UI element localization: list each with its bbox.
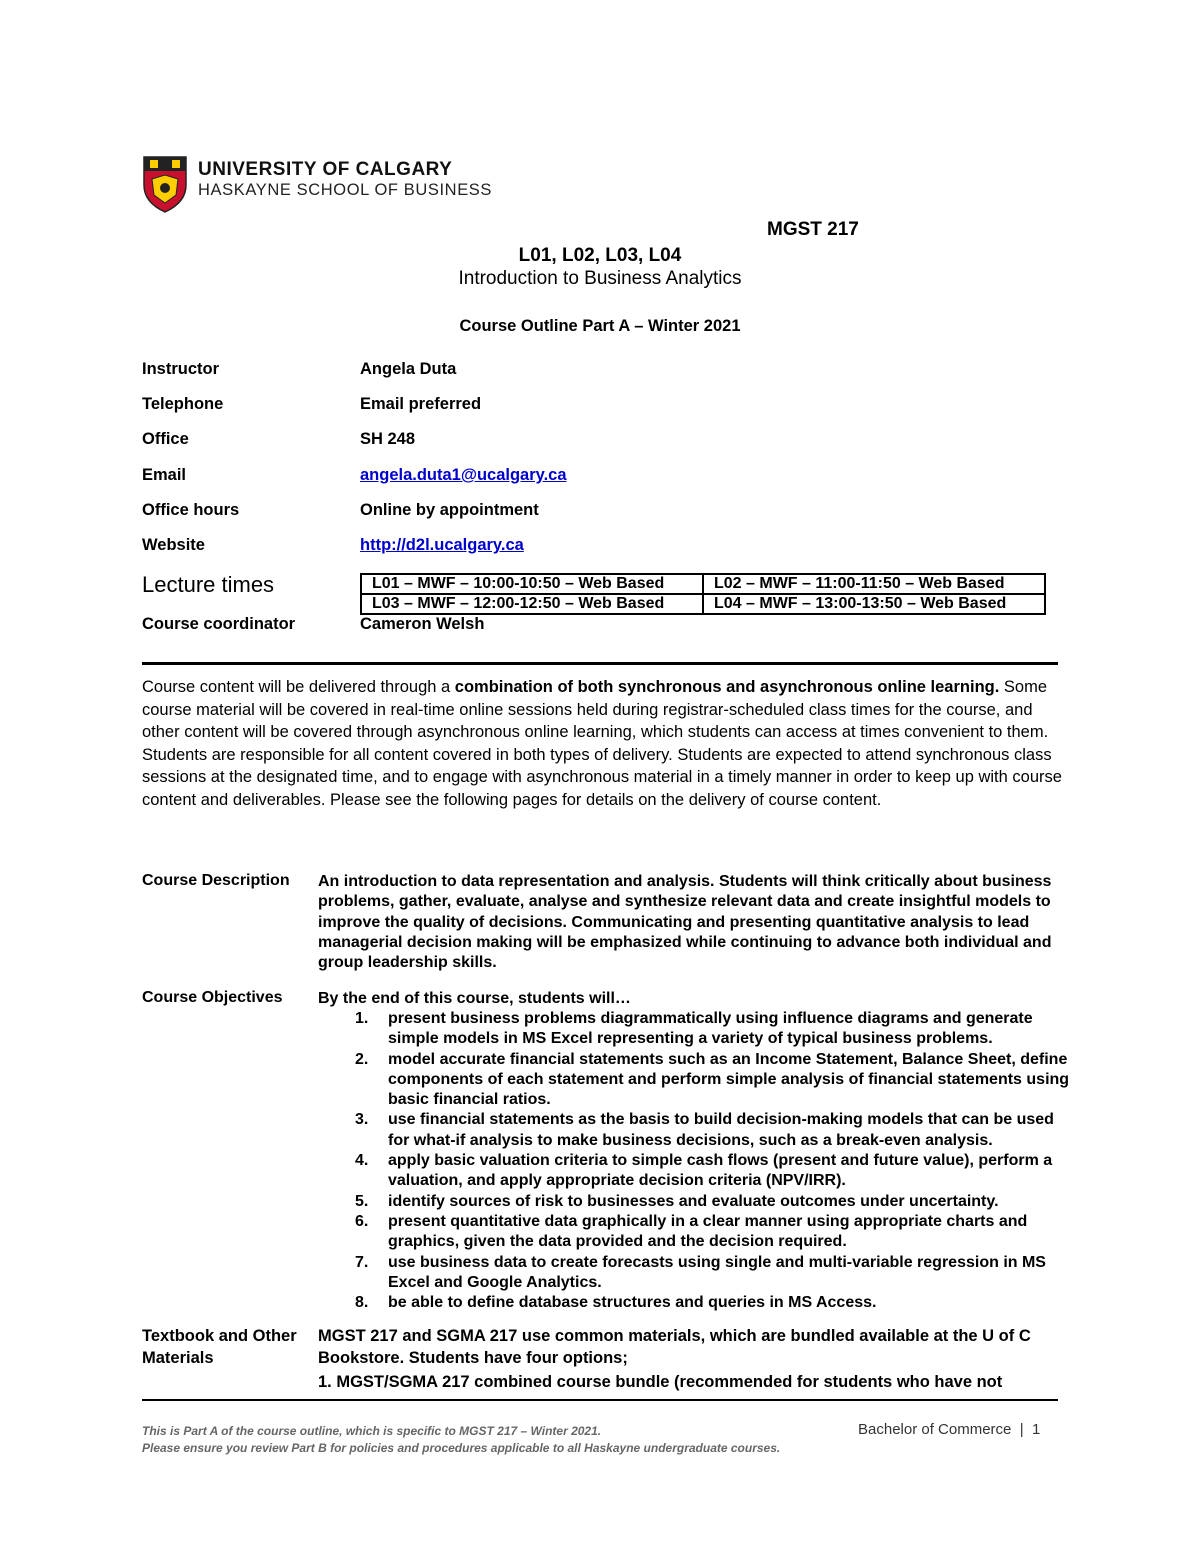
objectives-list [318, 1009, 1078, 1313]
list-text: present quantitative data graphically in a clear manner using appropriate charts and graphics, given the data provided and the decision required. [388, 1212, 1028, 1251]
course-title: Introduction to Business Analytics [458, 268, 742, 289]
telephone-value: Email preferred [360, 395, 482, 413]
delivery-emphasis: combination of both synchronous and asynchronous online learning. [454, 678, 1000, 696]
list-item [318, 1151, 1078, 1192]
list-number: 3. [355, 1111, 369, 1129]
list-number: 4. [355, 1152, 369, 1170]
course-objectives-intro: By the end of this course, students will… [318, 990, 631, 1007]
list-text: be able to define database structures and queries in MS Access. [388, 1294, 877, 1312]
list-text: apply basic valuation criteria to simple cash flows (present and future value), perform a valuation, and apply appropriate decision criteria (NPV/IRR). [388, 1152, 1053, 1190]
section-divider [142, 662, 1058, 665]
instructor-value: Angela Duta [360, 360, 457, 378]
textbook-label: Textbook and Other Materials [142, 1327, 297, 1367]
office-hours-value: Online by appointment [360, 501, 539, 519]
office-hours-label: Office hours [142, 501, 240, 519]
telephone-label: Telephone [142, 395, 224, 413]
delivery-body: Some course material will be covered in real-time online sessions held during registrar-scheduled class times for the course, and other content will be covered through asynchronous online learning, which students can access at times convenient to them. Students are responsible for all content covered in both types of delivery. Students are expected to attend synchronous class sessions at the designated time, and to engage with asynchronous material in a timely manner in order to keep up with course content and deliverables. Please see the following pages for details on the delivery of course content. [142, 678, 1062, 809]
list-item [318, 1009, 1078, 1050]
list-number: 2. [355, 1050, 369, 1068]
office-value: SH 248 [360, 430, 416, 448]
office-label: Office [142, 430, 189, 448]
delivery-intro: Course content will be delivered through a [142, 678, 455, 696]
footer-page-info: Bachelor of Commerce | 1 [858, 1421, 1041, 1438]
instructor-label: Instructor [142, 360, 220, 378]
delivery-paragraph [142, 676, 1062, 811]
page-number: 1 [1031, 1421, 1041, 1438]
list-number: 5. [355, 1192, 369, 1210]
list-text: use business data to create forecasts using single and multi-variable regression in MS Excel and Google Analytics. [388, 1253, 1046, 1291]
list-text: use financial statements as the basis to build decision-making models that can be used for what-if analysis to make business decisions, such as a break-even analysis. [388, 1111, 1054, 1149]
website-label: Website [142, 536, 205, 554]
list-item [318, 1212, 1078, 1253]
lecture-times-label: Lecture times [142, 572, 275, 597]
list-number: 8. [355, 1294, 369, 1312]
program-name: Bachelor of Commerce [858, 1421, 1012, 1438]
list-number: 7. [355, 1253, 369, 1271]
footer-note-part-a: This is Part A of the course outline, which is specific to MGST 217 – Winter 2021. [142, 1424, 602, 1438]
list-item [318, 1293, 1078, 1313]
lecture-slot: L02 – MWF – 11:00-11:50 – Web Based [703, 574, 1045, 594]
outline-title: Course Outline Part A – Winter 2021 [459, 317, 741, 335]
textbook-text: MGST 217 and SGMA 217 use common materials, which are bundled available at the U of C Bookstore. Students have four options; [318, 1327, 1031, 1367]
list-item [318, 1192, 1078, 1212]
coordinator-value: Cameron Welsh [360, 615, 485, 633]
email-link[interactable]: angela.duta1@ucalgary.ca [360, 466, 567, 484]
list-item [318, 1050, 1078, 1111]
lecture-slot: L03 – MWF – 12:00-12:50 – Web Based [361, 594, 703, 614]
textbook-option-1: 1. MGST/SGMA 217 combined course bundle (recommended for students who have not [318, 1373, 1003, 1391]
lecture-times-table [360, 573, 1046, 615]
school-name: HASKAYNE SCHOOL OF BUSINESS [198, 181, 493, 199]
course-description-text: An introduction to data representation and analysis. Students will think critically about business problems, gather, evaluate, analyse and synthesize relevant data and create insightful models to improve the quality of decisions. Communicating and presenting quantitative analysis to lead managerial decision making will be emphasized while continuing to advance both individual and group leadership skills. [318, 873, 1052, 972]
lecture-slot: L04 – MWF – 13:00-13:50 – Web Based [703, 594, 1045, 614]
website-link[interactable]: http://d2l.ucalgary.ca [360, 536, 524, 554]
footer-divider [142, 1399, 1058, 1401]
lecture-slot: L01 – MWF – 10:00-10:50 – Web Based [361, 574, 703, 594]
course-description-label: Course Description [142, 872, 290, 889]
course-code: MGST 217 [767, 219, 859, 240]
footer-note-part-b: Please ensure you review Part B for policies and procedures applicable to all Haskayne undergraduate courses. [142, 1441, 781, 1455]
course-sections: L01, L02, L03, L04 [518, 245, 682, 266]
list-text: identify sources of risk to businesses and evaluate outcomes under uncertainty. [388, 1192, 999, 1210]
list-text: model accurate financial statements such as an Income Statement, Balance Sheet, define components of each statement and perform simple analysis of financial statements using basic financial ratios. [388, 1050, 1070, 1109]
list-text: present business problems diagrammatically using influence diagrams and generate simple models in MS Excel representing a variety of typical business problems. [388, 1010, 1033, 1048]
email-label: Email [142, 466, 187, 484]
list-number: 1. [355, 1010, 369, 1027]
list-item [318, 1253, 1078, 1294]
university-logo [142, 155, 512, 215]
university-name: UNIVERSITY OF CALGARY [198, 159, 453, 180]
list-number: 6. [355, 1212, 369, 1230]
course-objectives-label: Course Objectives [142, 989, 283, 1006]
list-item [318, 1110, 1078, 1151]
crest-icon [142, 155, 188, 213]
coordinator-label: Course coordinator [142, 615, 296, 633]
